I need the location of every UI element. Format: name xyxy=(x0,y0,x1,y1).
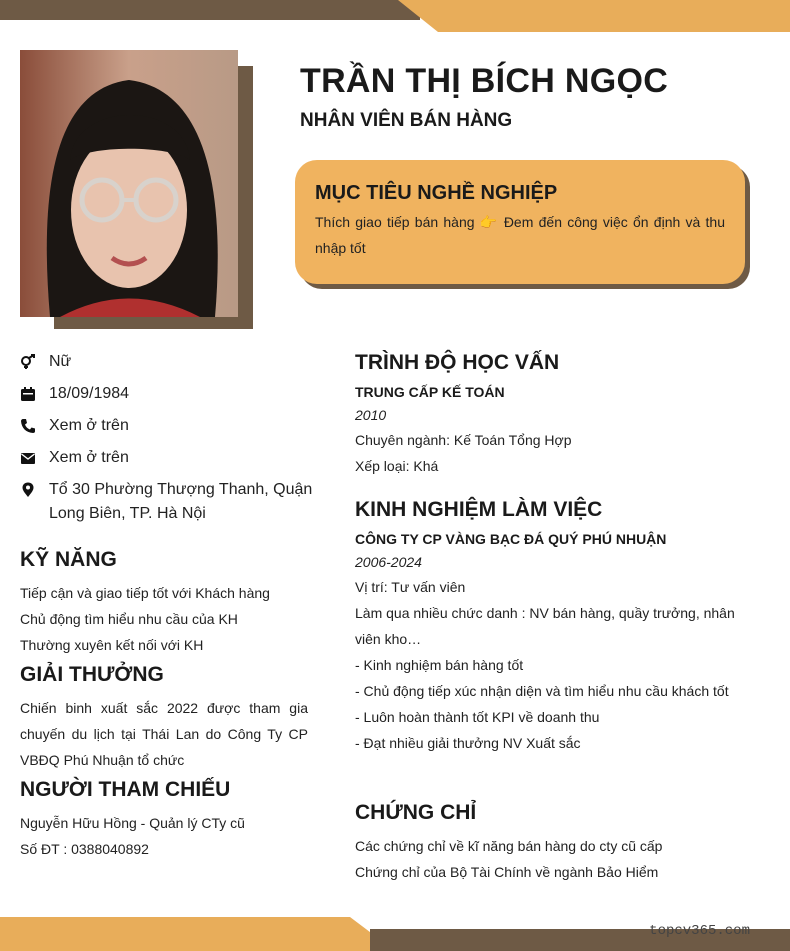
education-school: TRUNG CẤP KẾ TOÁN xyxy=(355,384,505,400)
experience-line: - Luôn hoàn thành tốt KPI về doanh thu xyxy=(355,709,600,725)
reference-item: Số ĐT : 0388040892 xyxy=(20,841,149,857)
calendar-icon xyxy=(20,386,36,402)
skills-section xyxy=(20,548,308,658)
email-value: Xem ở trên xyxy=(49,449,129,466)
phone-icon xyxy=(20,418,36,434)
education-major: Chuyên ngành: Kế Toán Tổng Hợp xyxy=(355,432,572,448)
education-section xyxy=(355,351,755,479)
experience-line: - Chủ động tiếp xúc nhận diện và tìm hiểu nhu cầu khách tốt xyxy=(355,683,729,699)
top-dark-bar xyxy=(0,0,420,20)
education-year: 2010 xyxy=(355,407,387,423)
gender-icon xyxy=(20,354,36,370)
candidate-name: TRẦN THỊ BÍCH NGỌC xyxy=(300,62,669,100)
references-title: NGƯỜI THAM CHIẾU xyxy=(20,778,231,801)
bottom-gold-bar xyxy=(0,917,395,951)
career-objective-box xyxy=(295,160,745,284)
reference-item: Nguyễn Hữu Hồng - Quản lý CTy cũ xyxy=(20,815,245,831)
info-birthday xyxy=(20,382,320,406)
watermark[interactable]: topcv365.com xyxy=(649,923,750,939)
map-pin-icon xyxy=(20,482,36,498)
info-email xyxy=(20,446,320,470)
certificate-item: Các chứng chỉ về kĩ năng bán hàng do cty cũ cấp xyxy=(355,838,663,854)
experience-position: Vị trí: Tư vấn viên xyxy=(355,579,466,595)
birthday-value: 18/09/1984 xyxy=(49,385,130,402)
skill-item: Tiếp cận và giao tiếp tốt với Khách hàng xyxy=(20,585,270,601)
certificate-item: Chứng chỉ của Bộ Tài Chính về ngành Bảo Hiểm xyxy=(355,864,659,880)
experience-line: Làm qua nhiều chức danh : NV bán hàng, quầy trưởng, nhân viên kho… xyxy=(355,605,735,647)
skill-item: Chủ động tìm hiểu nhu cầu của KH xyxy=(20,611,238,627)
skills-title: KỸ NĂNG xyxy=(20,548,117,571)
education-title: TRÌNH ĐỘ HỌC VẤN xyxy=(355,351,560,374)
experience-period: 2006-2024 xyxy=(355,554,422,570)
job-title: NHÂN VIÊN BÁN HÀNG xyxy=(300,110,513,131)
certificates-section xyxy=(355,801,755,885)
info-address xyxy=(20,478,320,526)
awards-section xyxy=(20,663,308,773)
personal-info xyxy=(20,350,320,534)
skill-item: Thường xuyên kết nối với KH xyxy=(20,637,204,653)
profile-photo xyxy=(20,50,238,317)
top-gold-bar xyxy=(398,0,790,32)
awards-title: GIẢI THƯỞNG xyxy=(20,663,164,686)
info-gender xyxy=(20,350,320,374)
address-value: Tổ 30 Phường Thượng Thanh, Quận Long Biên, TP. Hà Nội xyxy=(49,481,313,522)
references-section xyxy=(20,778,308,862)
envelope-icon xyxy=(20,450,36,466)
experience-company: CÔNG TY CP VÀNG BẠC ĐÁ QUÝ PHÚ NHUẬN xyxy=(355,531,667,547)
awards-text: Chiến binh xuất sắc 2022 được tham gia chuyến du lịch tại Thái Lan do Công Ty CP VBĐQ Phú Nhuận tổ chức xyxy=(20,700,308,768)
experience-title: KINH NGHIỆM LÀM VIỆC xyxy=(355,498,603,521)
gender-value: Nữ xyxy=(49,353,72,370)
objective-text: Thích giao tiếp bán hàng 👉 Đem đến công việc ổn định và thu nhập tốt xyxy=(315,214,725,256)
experience-line: - Đạt nhiều giải thưởng NV Xuất sắc xyxy=(355,735,581,751)
experience-line: - Kinh nghiệm bán hàng tốt xyxy=(355,657,524,673)
phone-value: Xem ở trên xyxy=(49,417,129,434)
experience-section xyxy=(355,498,755,756)
certificates-title: CHỨNG CHỈ xyxy=(355,801,477,824)
objective-title: MỤC TIÊU NGHỀ NGHIỆP xyxy=(315,182,558,204)
education-grade: Xếp loại: Khá xyxy=(355,458,439,474)
info-phone xyxy=(20,414,320,438)
